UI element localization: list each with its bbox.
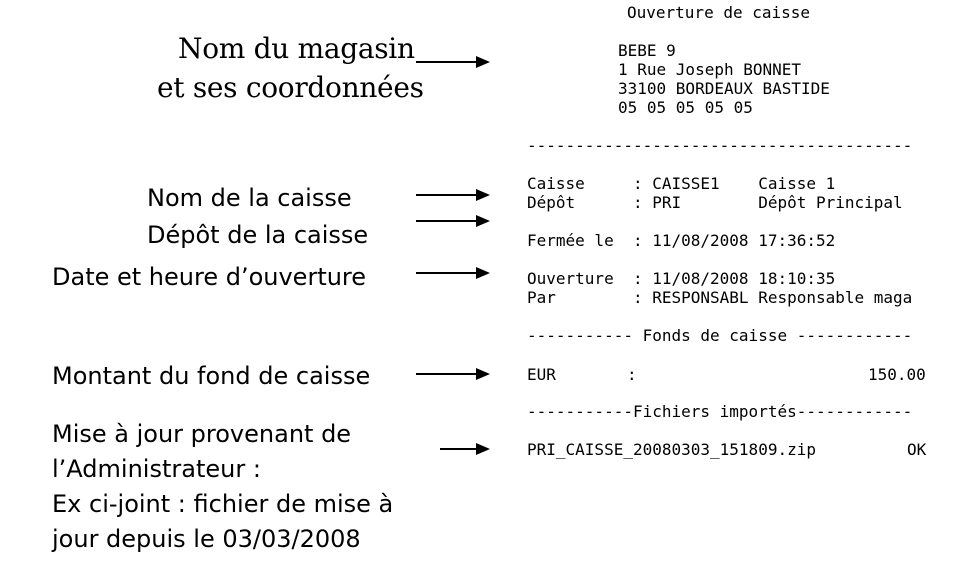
by-line: Par : RESPONSABL Responsable maga xyxy=(527,288,913,307)
fund-header: ----------- Fonds de caisse ------------ xyxy=(527,326,913,345)
annotation-store-line1: Nom du magasin xyxy=(178,32,415,65)
arrow-right-icon xyxy=(416,187,490,203)
arrow-right-icon xyxy=(440,441,490,457)
closed-line: Fermée le : 11/08/2008 17:36:52 xyxy=(527,231,836,250)
arrow-right-icon xyxy=(416,54,490,70)
fund-currency: EUR xyxy=(527,365,556,384)
imported-file-name: PRI_CAISSE_20080303_151809.zip xyxy=(527,440,816,459)
annotation-update-line3: Ex ci-joint : fichier de mise à xyxy=(52,490,394,518)
register-line: Caisse : CAISSE1 Caisse 1 xyxy=(527,174,836,193)
annotation-store-line2: et ses coordonnées xyxy=(157,71,424,104)
annotation-update-line1: Mise à jour provenant de xyxy=(52,420,352,448)
annotation-update-line2: l’Administrateur : xyxy=(52,455,261,483)
annotation-fund-amount: Montant du fond de caisse xyxy=(52,362,371,390)
arrow-right-icon xyxy=(416,265,490,281)
store-address-1: 1 Rue Joseph BONNET xyxy=(618,60,802,79)
store-address-2: 33100 BORDEAUX BASTIDE xyxy=(618,79,830,98)
annotation-register-name: Nom de la caisse xyxy=(147,184,352,212)
files-header: -----------Fichiers importés------------ xyxy=(527,402,913,421)
annotation-register-depot: Dépôt de la caisse xyxy=(147,221,369,249)
arrow-right-icon xyxy=(416,366,490,382)
store-name: BEBE 9 xyxy=(618,41,676,60)
receipt-title: Ouverture de caisse xyxy=(627,3,811,22)
depot-line: Dépôt : PRI Dépôt Principal xyxy=(527,193,903,212)
receipt-separator: ---------------------------------------- xyxy=(527,136,913,155)
fund-colon: : xyxy=(627,365,637,384)
annotation-update-line4: jour depuis le 03/03/2008 xyxy=(52,525,361,553)
annotation-opening-datetime: Date et heure d’ouverture xyxy=(52,263,367,291)
fund-amount: 150.00 xyxy=(868,365,926,384)
imported-file-status: OK xyxy=(907,440,927,459)
store-phone: 05 05 05 05 05 xyxy=(618,98,753,117)
opening-line: Ouverture : 11/08/2008 18:10:35 xyxy=(527,269,836,288)
arrow-right-icon xyxy=(416,213,490,229)
